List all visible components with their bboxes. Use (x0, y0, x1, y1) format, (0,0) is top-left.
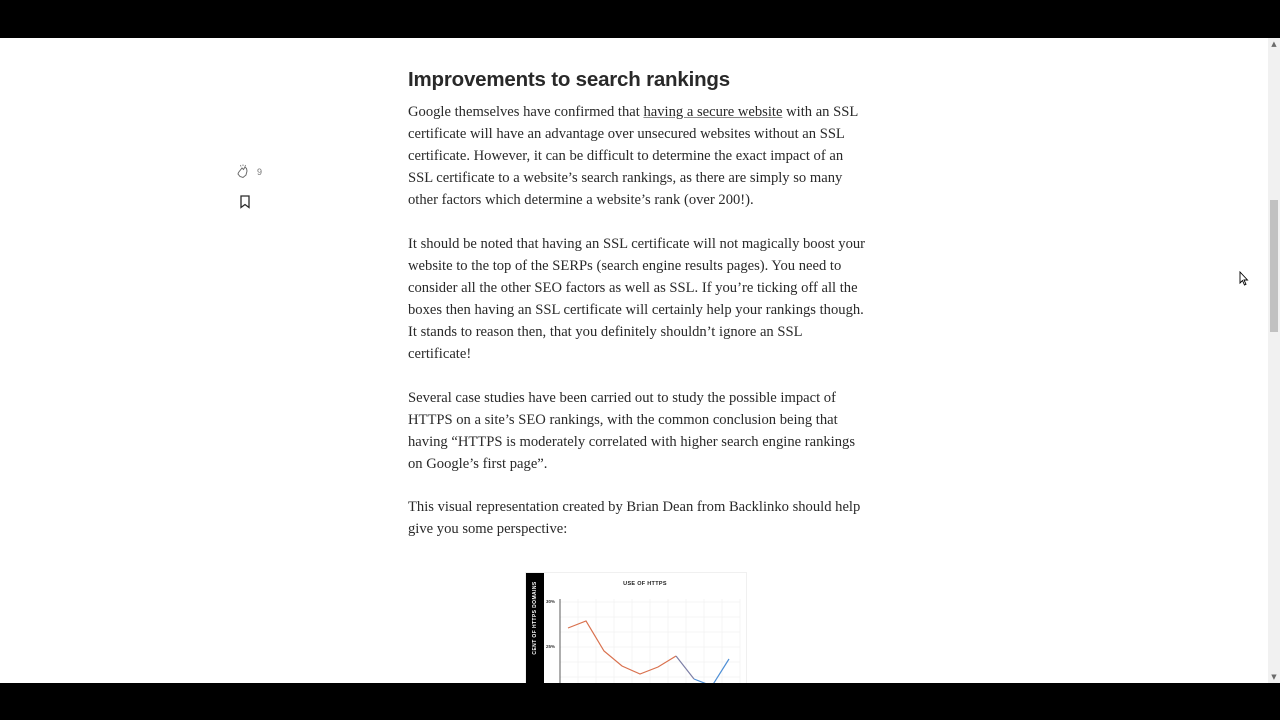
mouse-cursor-icon (1239, 271, 1249, 286)
paragraph-visual-representation: This visual representation created by Brian Dean from Backlinko should help give you some perspective: (408, 499, 861, 537)
page-viewport (0, 38, 1268, 683)
bookmark-icon[interactable] (239, 195, 251, 209)
secure-website-link[interactable]: having a secure website (643, 104, 783, 120)
section-heading: Improvements to search rankings (408, 68, 730, 91)
vertical-scrollbar[interactable] (1268, 38, 1280, 683)
scrollbar-thumb[interactable] (1270, 200, 1278, 332)
chart-ylabel: CENT OF HTTPS DOMAINS (532, 581, 538, 655)
chart-title: USE OF HTTPS (623, 581, 667, 587)
paragraph-text: Google themselves have confirmed that (408, 104, 644, 120)
chart-tick-30: 30% (546, 599, 556, 604)
paragraph-text: with an SSL certificate will have an advantage over unsecured websites without an SSL certificate. However, it can be difficult to determine the exact impact of an SSL certificate to a website’s search rankings, as there are simply so many other factors which determine a website’s rank (over 200!). (408, 104, 858, 208)
clap-icon[interactable] (234, 162, 252, 180)
paragraph-case-studies: Several case studies have been carried out to study the possible impact of HTTPS on a site’s SEO rankings, with the common conclusion being that having “HTTPS is moderately correlated with higher search engine rankings on Google’s first page”. (408, 390, 855, 472)
paragraph-ssl-advantage (408, 101, 866, 211)
https-usage-chart-image (525, 572, 747, 683)
triangle-up-icon[interactable]: ▲ (1271, 40, 1277, 48)
clap-count: 9 (257, 167, 263, 177)
chart-plot (526, 573, 746, 683)
paragraph-no-magic-boost: It should be noted that having an SSL certificate will not magically boost your website to the top of the SERPs (search engine results pages). You need to consider all the other SEO factors as well as SSL. If you’re ticking off all the boxes then having an SSL certificate will certainly help your rankings though. It stands to reason then, that you definitely shouldn’t ignore an SSL certificate! (408, 236, 866, 362)
triangle-down-icon[interactable]: ▼ (1271, 673, 1277, 681)
chart-tick-25: 25% (546, 644, 556, 649)
